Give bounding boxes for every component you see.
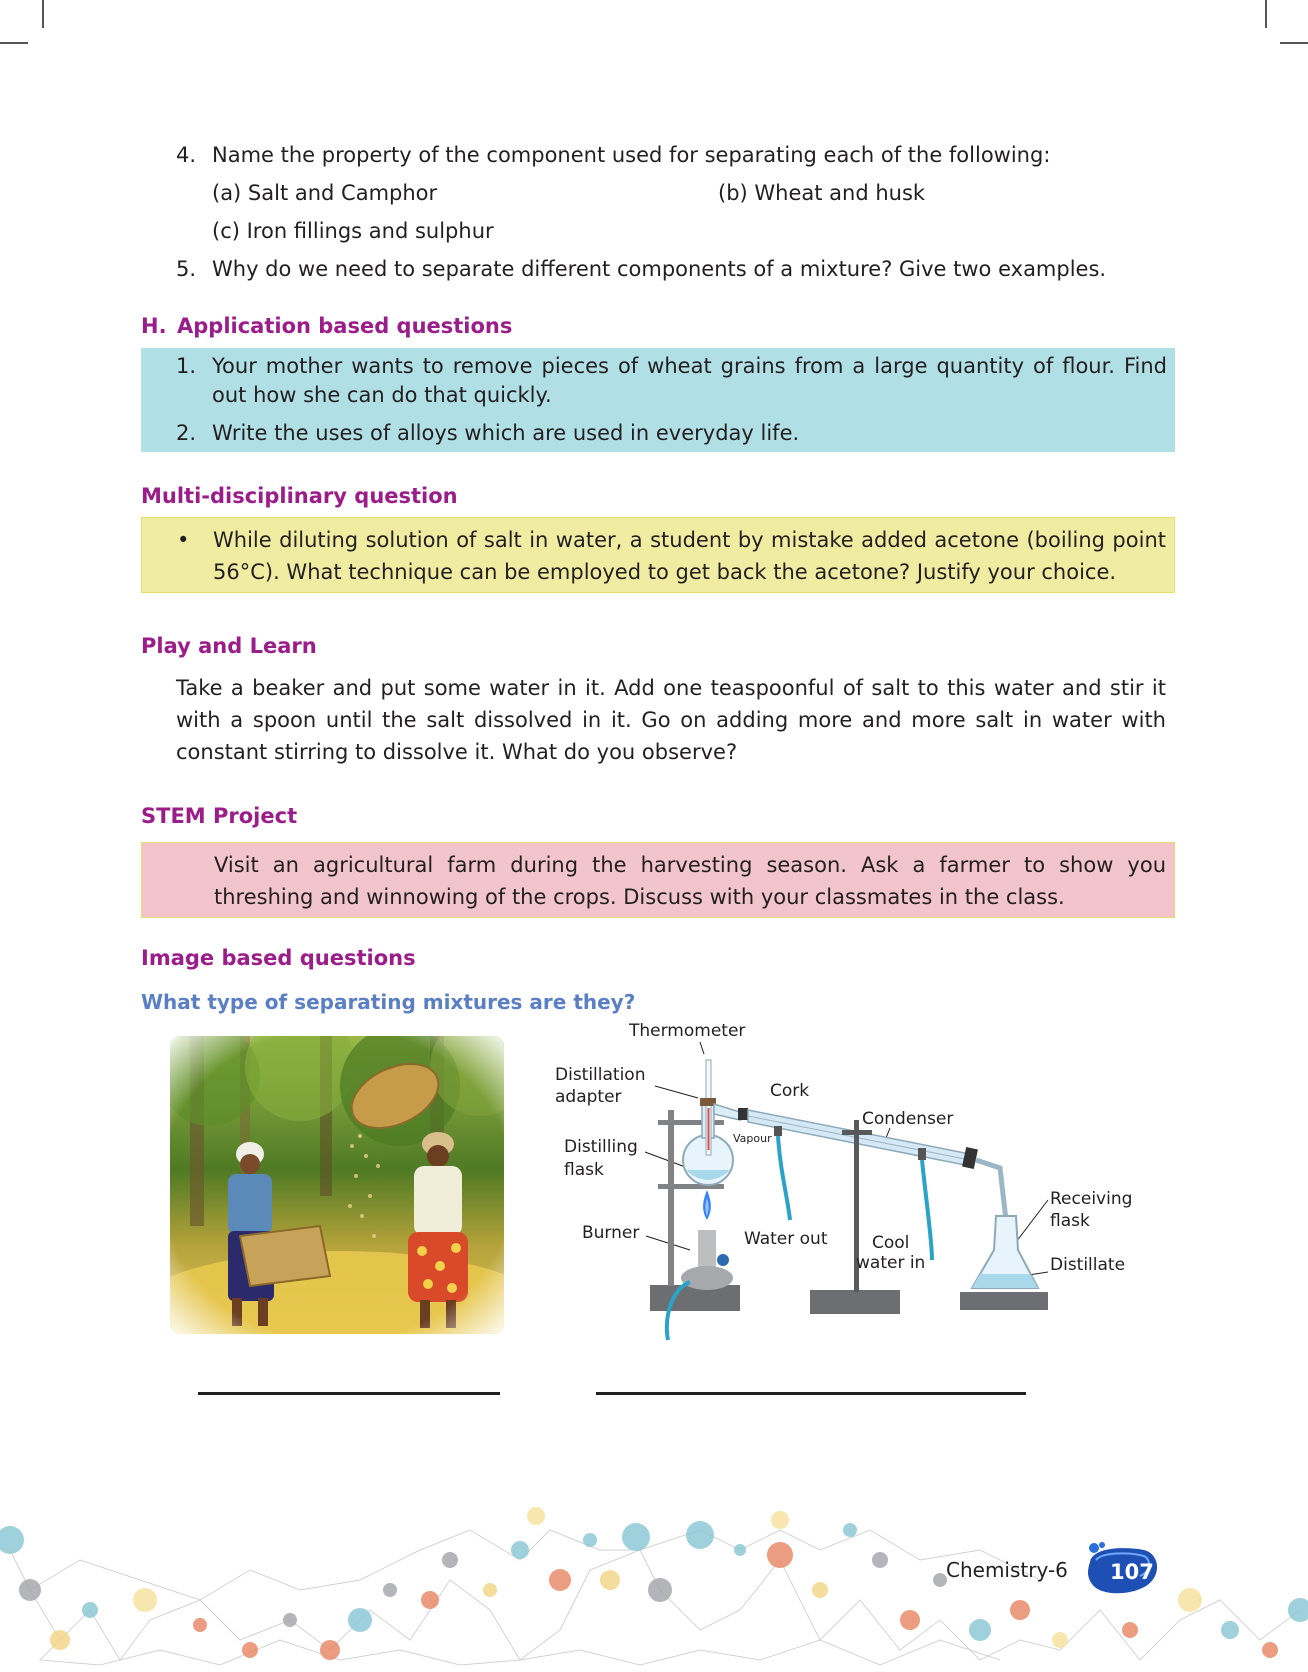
list-item xyxy=(176,352,1167,410)
label-cork: Cork xyxy=(770,1081,810,1101)
section-title: Application based questions xyxy=(177,314,513,338)
label-adapter-line2: adapter xyxy=(555,1087,622,1107)
answer-blank-2[interactable] xyxy=(596,1392,1026,1395)
section-letter: H. xyxy=(141,314,167,338)
multi-disciplinary-box xyxy=(141,517,1175,593)
option-c: (c) Iron fillings and sulphur xyxy=(212,219,494,243)
label-cool-line2: water in xyxy=(856,1253,926,1273)
question-4-options xyxy=(176,174,1176,212)
play-learn-heading: Play and Learn xyxy=(141,634,317,658)
label-cool-line1: Cool xyxy=(872,1233,910,1253)
question-number: 4. xyxy=(176,143,197,167)
question-text: Name the property of the component used for separating each of the following: xyxy=(212,143,1051,167)
question-list xyxy=(176,136,1176,288)
question-4 xyxy=(176,136,1176,174)
distillation-diagram xyxy=(540,1020,1140,1350)
question-5 xyxy=(176,250,1176,288)
multi-disciplinary-heading: Multi-disciplinary question xyxy=(141,484,458,508)
label-condenser: Condenser xyxy=(862,1109,954,1129)
bullet: • xyxy=(177,528,190,552)
label-distillate: Distillate xyxy=(1050,1255,1126,1275)
crop-mark xyxy=(42,0,44,28)
item-number: 1. xyxy=(176,354,197,378)
label-receiving-line1: Receiving xyxy=(1050,1189,1133,1209)
stem-heading: STEM Project xyxy=(141,804,298,828)
answer-blank-1[interactable] xyxy=(198,1392,500,1395)
play-learn-text: Take a beaker and put some water in it. Add one teaspoonful of salt to this water and stir it with a spoon until the salt dissolved in it. Go on adding more and more salt in water with constant stirring to dissolve it. What do you observe? xyxy=(176,676,1166,764)
stem-text: Visit an agricultural farm during the harvesting season. Ask a farmer to show you threshing and winnowing of the crops. Discuss with your classmates in the class. xyxy=(214,853,1166,909)
list-item xyxy=(176,419,1167,448)
item-text: Your mother wants to remove pieces of wheat grains from a large quantity of flour. Find out how she can do that quickly. xyxy=(212,354,1167,407)
question-text: Why do we need to separate different components of a mixture? Give two examples. xyxy=(212,257,1107,281)
stem-box xyxy=(141,842,1175,918)
page-number: 107 xyxy=(1110,1560,1154,1584)
crop-mark xyxy=(1280,42,1308,44)
item-text: While diluting solution of salt in water, a student by mistake added acetone (boiling point 56°C). What technique can be employed to get back the acetone? Justify your choice. xyxy=(213,528,1166,584)
crop-mark xyxy=(1265,0,1267,28)
label-flask-line2: flask xyxy=(564,1160,604,1180)
option-b: (b) Wheat and husk xyxy=(718,181,926,205)
label-vapour: Vapour xyxy=(733,1132,772,1145)
list-item xyxy=(177,524,1166,588)
crop-mark xyxy=(0,42,28,44)
option-a: (a) Salt and Camphor xyxy=(212,181,438,205)
label-receiving-line2: flask xyxy=(1050,1211,1090,1231)
item-number: 2. xyxy=(176,421,197,445)
image-questions-subtitle: What type of separating mixtures are they? xyxy=(141,990,636,1014)
application-questions-box xyxy=(141,348,1175,452)
section-h-heading xyxy=(141,314,512,338)
question-4-options xyxy=(176,212,1176,250)
image-questions-heading: Image based questions xyxy=(141,946,416,970)
question-number: 5. xyxy=(176,257,197,281)
label-water-out: Water out xyxy=(744,1229,828,1249)
label-burner: Burner xyxy=(582,1223,640,1243)
subject-footer: Chemistry-6 xyxy=(946,1558,1068,1582)
item-text: Write the uses of alloys which are used in everyday life. xyxy=(212,421,800,445)
winnowing-photo xyxy=(170,1036,504,1334)
label-thermometer: Thermometer xyxy=(629,1021,746,1041)
label-flask-line1: Distilling xyxy=(564,1137,638,1157)
label-adapter-line1: Distillation xyxy=(555,1065,646,1085)
